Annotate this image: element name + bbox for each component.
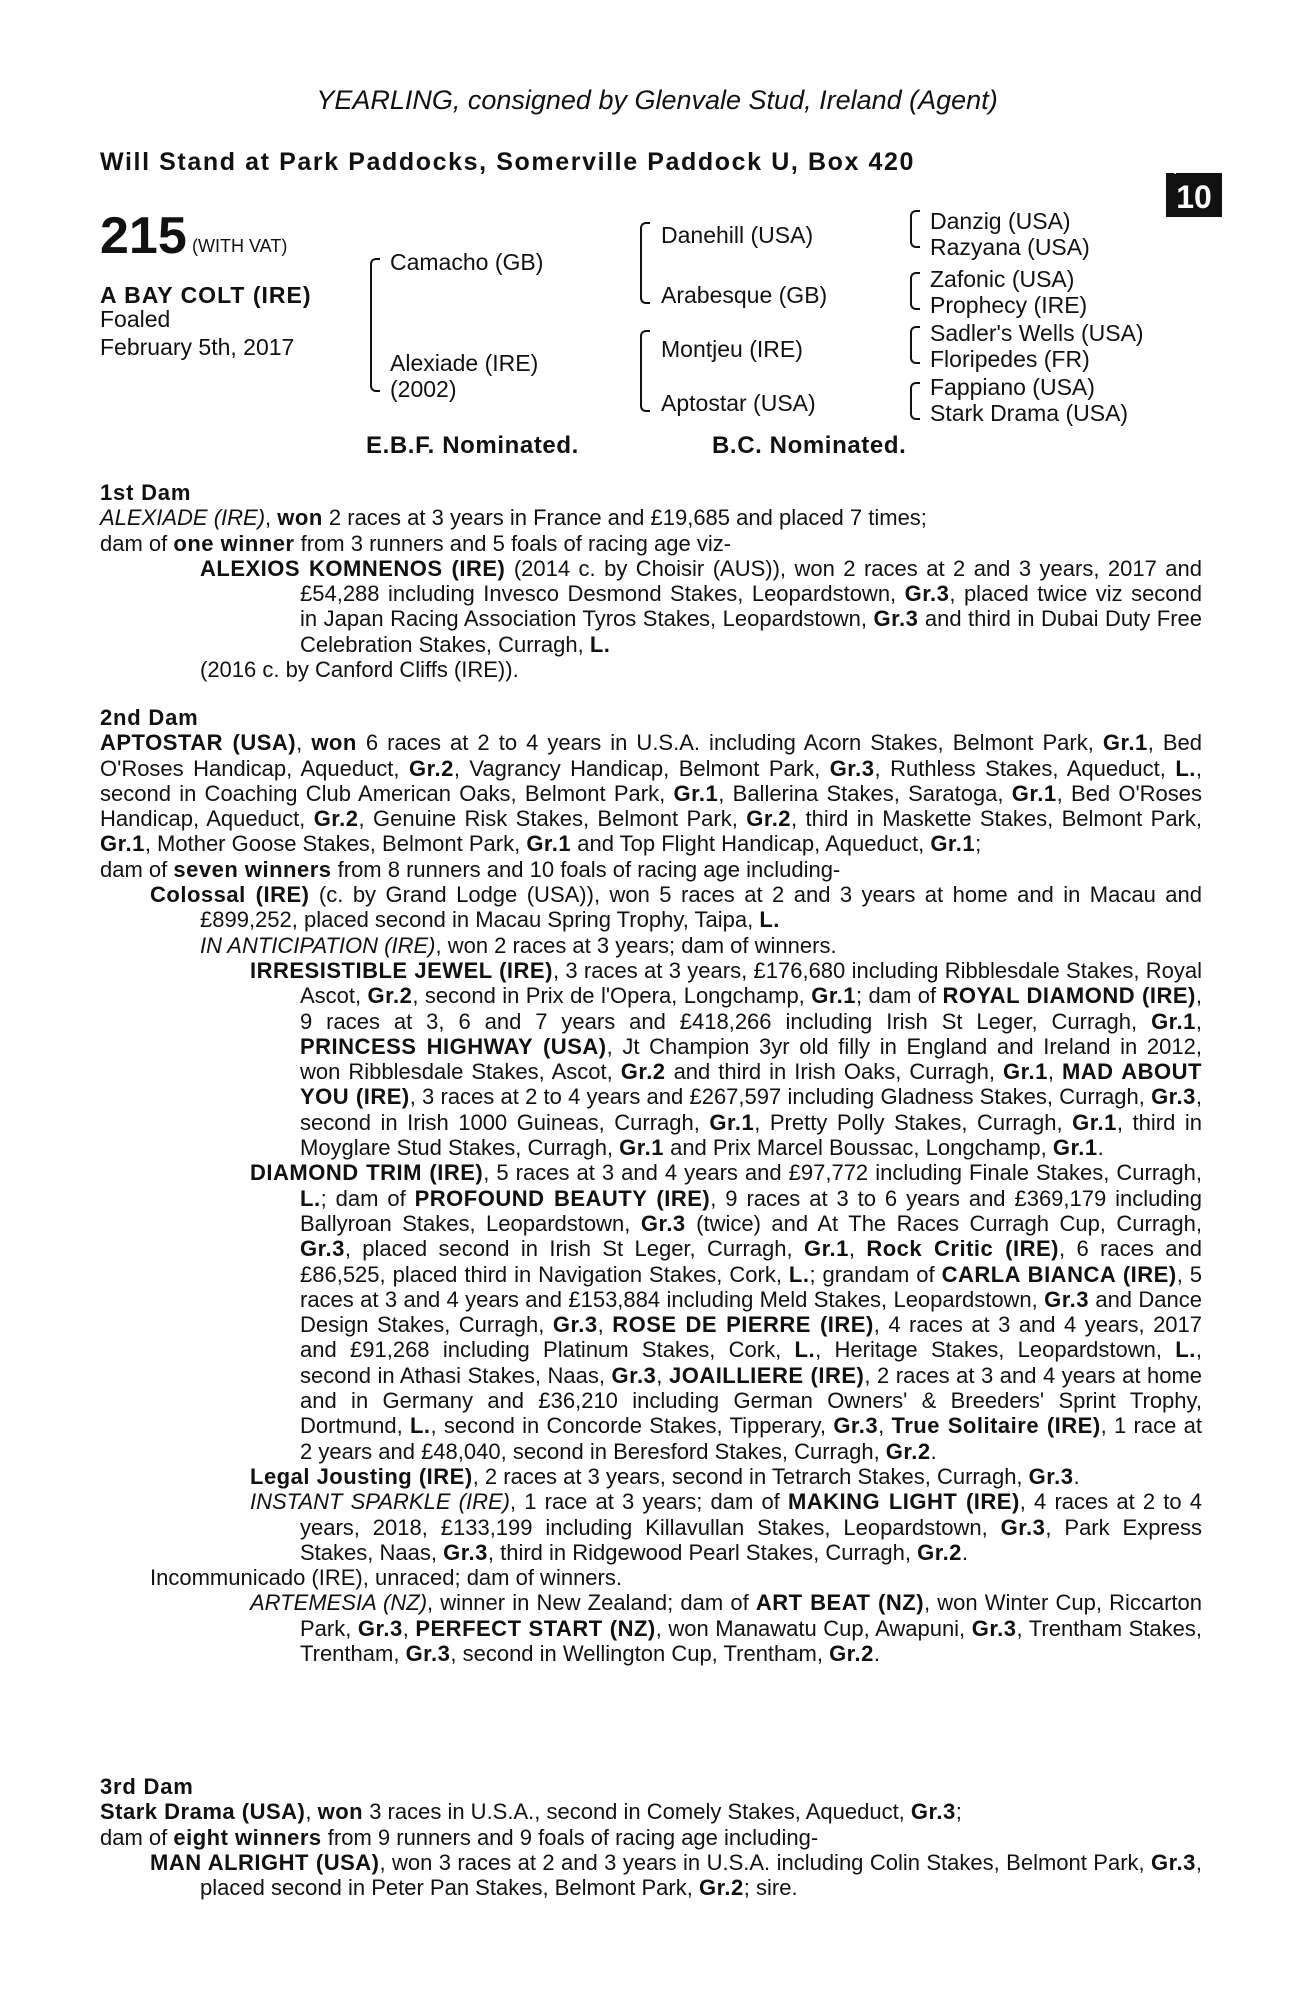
badge-plus: +: [1171, 162, 1180, 178]
third-dam-heading: 3rd Dam: [100, 1774, 194, 1799]
first-dam-produce: dam of one winner from 3 runners and 5 foals of racing age viz-: [100, 530, 732, 556]
produce-artemesia: ARTEMESIA (NZ), winner in New Zealand; dam of ART BEAT (NZ), won Winter Cup, Riccarton Park, Gr.3, PERFECT START (NZ), won Manawatu Cup, Awapuni, Gr.3, Trentham Stakes, Trentham, Gr.3, second in Wellington Cup, Trentham, Gr.2.: [250, 1590, 1202, 1666]
vat-label: (WITH VAT): [192, 236, 288, 256]
dd-sire: Fappiano (USA): [930, 374, 1095, 400]
stand-location: Will Stand at Park Paddocks, Somerville Paddock U, Box 420: [100, 148, 916, 176]
first-dam-heading: 1st Dam: [100, 480, 192, 505]
lot-badge: [1166, 162, 1222, 217]
dam-dam: Aptostar (USA): [661, 390, 816, 416]
horse-name: A BAY COLT (IRE): [100, 282, 312, 308]
third-dam-line: Stark Drama (USA), won 3 races in U.S.A., second in Comely Stakes, Aqueduct, Gr.3;: [100, 1799, 962, 1825]
produce-man-alright: MAN ALRIGHT (USA), won 3 races at 2 and 3 years in U.S.A. including Colin Stakes, Belmont Park, Gr.3, placed second in Peter Pan Stakes, Belmont Park, Gr.2; sire.: [150, 1849, 1202, 1901]
produce-instant-sparkle: INSTANT SPARKLE (IRE), 1 race at 3 years; dam of MAKING LIGHT (IRE), 4 races at 2 to 4 years, 2018, £133,199 including Killavullan Stakes, Leopardstown, Gr.3, Park Express Stakes, Naas, Gr.3, third in Ridgewood Pearl Stakes, Curragh, Gr.2.: [250, 1489, 1203, 1565]
sire: Camacho (GB): [390, 249, 544, 275]
sd-sire: Zafonic (USA): [930, 266, 1075, 292]
second-dam-heading: 2nd Dam: [100, 705, 199, 730]
dam-sire: Montjeu (IRE): [661, 336, 803, 362]
ds-dam: Floripedes (FR): [930, 346, 1090, 372]
third-dam-produce: dam of eight winners from 9 runners and 9 foals of racing age including-: [100, 1824, 819, 1850]
second-dam-line: APTOSTAR (USA), won 6 races at 2 to 4 years in U.S.A. including Acorn Stakes, Belmont Park, Gr.1, Bed O'Roses Handicap, Aqueduct, Gr.2, Vagrancy Handicap, Belmont Park, Gr.3, Ruthless Stakes, Aqueduct, L., second in Coaching Club American Oaks, Belmont Park, Gr.1, Ballerina Stakes, Saratoga, Gr.1, Bed O'Roses Handicap, Aqueduct, Gr.2, Genuine Risk Stakes, Belmont Park, Gr.2, third in Maskette Stakes, Belmont Park, Gr.1, Mother Goose Stakes, Belmont Park, Gr.1 and Top Flight Handicap, Aqueduct, Gr.1;: [100, 730, 1203, 857]
produce-2016: (2016 c. by Canford Cliffs (IRE)).: [200, 657, 519, 683]
ebf-nominated: E.B.F. Nominated.: [366, 432, 579, 459]
produce-irresistible-jewel: IRRESISTIBLE JEWEL (IRE), 3 races at 3 years, £176,680 including Ribblesdale Stakes, Royal Ascot, Gr.2, second in Prix de l'Opera, Longchamp, Gr.1; dam of ROYAL DIAMOND (IRE), 9 races at 3, 6 and 7 years and £418,266 including Irish St Leger, Curragh, Gr.1, PRINCESS HIGHWAY (USA), Jt Champion 3yr old filly in England and Ireland in 2012, won Ribblesdale Stakes, Ascot, Gr.2 and third in Irish Oaks, Curragh, Gr.1, MAD ABOUT YOU (IRE), 3 races at 2 to 4 years and £267,597 including Gladness Stakes, Curragh, Gr.3, second in Irish 1000 Guineas, Curragh, Gr.1, Pretty Polly Stakes, Curragh, Gr.1, third in Moyglare Stud Stakes, Curragh, Gr.1 and Prix Marcel Boussac, Longchamp, Gr.1.: [250, 957, 1202, 1161]
second-dam-produce: dam of seven winners from 8 runners and 10 foals of racing age including-: [100, 856, 841, 882]
ds-bracket: [910, 326, 920, 364]
sire-sire: Danehill (USA): [661, 222, 814, 248]
second-dam-section: [100, 705, 1202, 1666]
produce-colossal: Colossal (IRE) (c. by Grand Lodge (USA)), won 5 races at 2 and 3 years at home and in Macau and £899,252, placed second in Macau Spring Trophy, Taipa, L.: [150, 882, 1202, 933]
dd-bracket: [910, 382, 920, 420]
sd-bracket: [910, 272, 920, 310]
first-dam-line: ALEXIADE (IRE), won 2 races at 3 years in France and £19,685 and placed 7 times;: [100, 505, 927, 531]
ss-sire: Danzig (USA): [930, 208, 1071, 234]
third-dam-section: [100, 1774, 1202, 1900]
dam-year: (2002): [390, 376, 457, 402]
ds-sire: Sadler's Wells (USA): [930, 320, 1144, 346]
bc-nominated: B.C. Nominated.: [712, 432, 907, 459]
produce-alexios: ALEXIOS KOMNENOS (IRE) (2014 c. by Choisir (AUS)), won 2 races at 2 and 3 years, 2017 and £54,288 including Invesco Desmond Stakes, Leopardstown, Gr.3, placed twice viz second in Japan Racing Association Tyros Stakes, Leopardstown, Gr.3 and third in Dubai Duty Free Celebration Stakes, Curragh, L.: [200, 555, 1203, 657]
produce-legal-jousting: Legal Jousting (IRE), 2 races at 3 years, second in Tetrarch Stakes, Curragh, Gr.3.: [250, 1463, 1080, 1489]
dam-line-bracket: [640, 330, 650, 412]
page-title: YEARLING, consigned by Glenvale Stud, Ireland (Agent): [316, 85, 998, 115]
lot-number: 215: [100, 207, 187, 265]
produce-in-anticipation: IN ANTICIPATION (IRE), won 2 races at 3 years; dam of winners.: [200, 932, 837, 958]
sire-line-bracket: [640, 222, 650, 304]
dam: Alexiade (IRE): [390, 350, 539, 376]
badge-number: 10: [1176, 179, 1212, 215]
foaled-date: February 5th, 2017: [100, 334, 295, 360]
sire-dam-bracket: [370, 258, 380, 392]
sire-dam: Arabesque (GB): [661, 282, 828, 308]
first-dam-section: [100, 480, 1202, 682]
sd-dam: Prophecy (IRE): [930, 292, 1088, 318]
produce-diamond-trim: DIAMOND TRIM (IRE), 5 races at 3 and 4 years and £97,772 including Finale Stakes, Curragh, L.; dam of PROFOUND BEAUTY (IRE), 9 races at 3 to 6 years and £369,179 including Ballyroan Stakes, Leopardstown, Gr.3 (twice) and At The Races Curragh Cup, Curragh, Gr.3, placed second in Irish St Leger, Curragh, Gr.1, Rock Critic (IRE), 6 races and £86,525, placed third in Navigation Stakes, Cork, L.; grandam of CARLA BIANCA (IRE), 5 races at 3 and 4 years and £153,884 including Meld Stakes, Leopardstown, Gr.3 and Dance Design Stakes, Curragh, Gr.3, ROSE DE PIERRE (IRE), 4 races at 3 and 4 years, 2017 and £91,268 including Platinum Stakes, Cork, L., Heritage Stakes, Leopardstown, L., second in Athasi Stakes, Naas, Gr.3, JOAILLIERE (IRE), 2 races at 3 and 4 years at home and in Germany and £36,210 including German Owners' & Breeders' Sprint Trophy, Dortmund, L., second in Concorde Stakes, Tipperary, Gr.3, True Solitaire (IRE), 1 race at 2 years and £48,040, second in Beresford Stakes, Curragh, Gr.2.: [250, 1160, 1203, 1464]
dd-dam: Stark Drama (USA): [930, 400, 1129, 426]
produce-incommunicado: Incommunicado (IRE), unraced; dam of winners.: [150, 1565, 622, 1591]
foaled-label: Foaled: [100, 306, 171, 332]
ss-dam: Razyana (USA): [930, 234, 1090, 260]
ss-bracket: [910, 210, 920, 248]
